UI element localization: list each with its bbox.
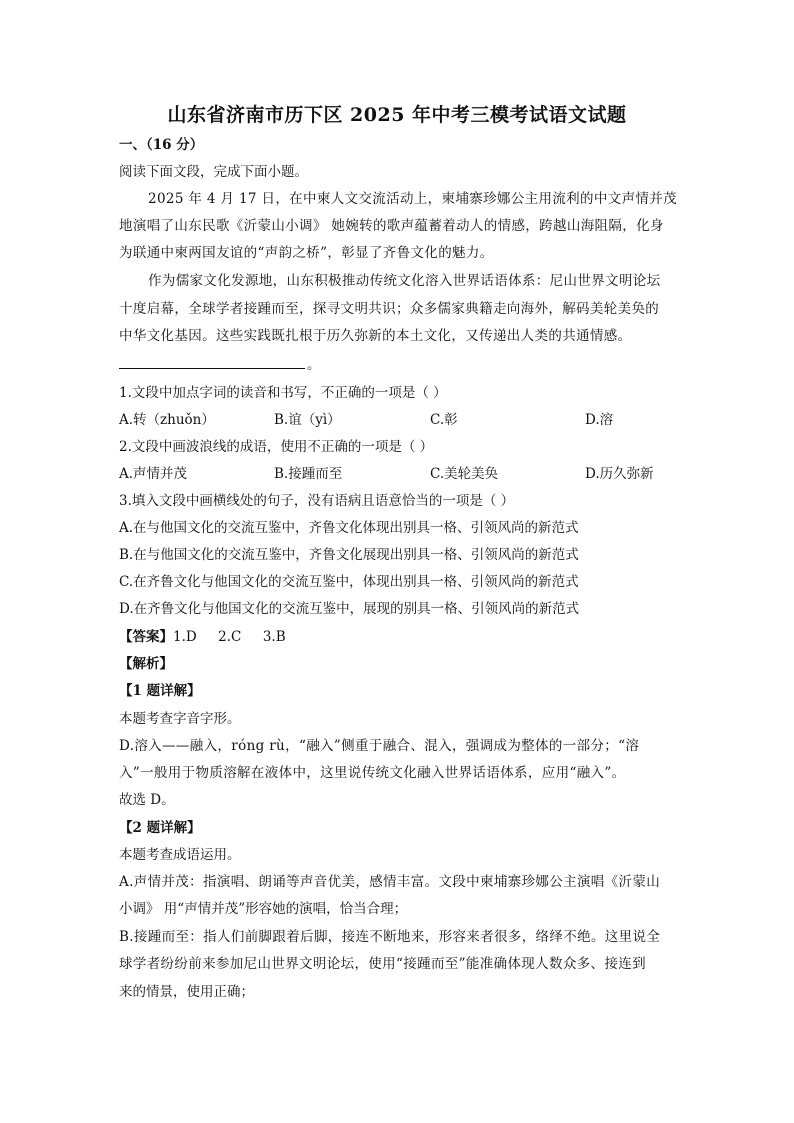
detail-1-line-1: 本题考查字音字形。 (119, 711, 241, 727)
question-2-option-a: A.声情并茂 (119, 466, 188, 482)
question-2-option-b: B.接踵而至 (274, 466, 343, 482)
passage-p1-line-3: 为联通中柬两国友谊的“声韵之桥”，彰显了齐鲁文化的魅力。 (119, 245, 494, 261)
detail-2-label: 【2 题详解】 (119, 820, 201, 836)
detail-2-line-3: 小调》 用“声情并茂”形容她的演唱，恰当合理； (119, 901, 408, 917)
passage-p2-line-1: 作为儒家文化发源地，山东积极推动传统文化溶入世界话语体系：尼山世界文明论坛 (148, 273, 661, 289)
detail-2-line-4: B.接踵而至：指人们前脚跟着后脚，接连不断地来，形容来者很多，络绎不绝。这里说全 (119, 929, 661, 945)
detail-2-line-2: A.声情并茂：指演唱、朗诵等声音优美，感情丰富。文段中柬埔寨珍娜公主演唱《沂蒙山 (119, 874, 661, 890)
blank-period: 。 (307, 357, 321, 373)
question-3-stem: 3.填入文段中画横线处的句子，没有语病且语意恰当的一项是（ ） (119, 493, 515, 509)
question-3-option-c: C.在齐鲁文化与他国文化的交流互鉴中，体现出别具一格、引领风尚的新范式 (119, 574, 579, 590)
detail-2-line-6: 来的情景，使用正确； (119, 984, 254, 1000)
passage-p1-line-1: 2025 年 4 月 17 日，在中柬人文交流活动上，柬埔寨珍娜公主用流利的中文声情并茂 (148, 191, 677, 207)
page-title: 山东省济南市历下区 2025 年中考三模考试语文试题 (167, 104, 627, 126)
answer-values: 1.D 2.C 3.B (173, 629, 286, 645)
fill-in-blank-line (119, 356, 305, 369)
question-2-stem: 2.文段中画波浪线的成语，使用不正确的一项是（ ） (119, 439, 434, 455)
question-1-option-b: B.谊（yì） (274, 412, 341, 428)
detail-1-line-3: 入”一般用于物质溶解在液体中，这里说传统文化融入世界话语体系，应用“融入”。 (119, 765, 626, 781)
passage-p1-line-2: 地演唱了山东民歌《沂蒙山小调》 她婉转的歌声蕴蓄着动人的情感，跨越山海阻隔，化身 (119, 218, 664, 234)
instruction-text: 阅读下面文段，完成下面小题。 (119, 164, 308, 180)
question-2-option-d: D.历久弥新 (585, 466, 654, 482)
answer-label: 【答案】 (119, 629, 173, 645)
question-1-option-a: A.转（zhuǒn） (119, 412, 215, 428)
question-1-stem: 1.文段中加点字词的读音和书写，不正确的一项是（ ） (119, 385, 447, 401)
passage-p2-line-2: 十度启幕，全球学者接踵而至，探寻文明共识；众多儒家典籍走向海外，解码美轮美奂的 (119, 301, 660, 317)
passage-p2-line-3: 中华文化基因。这些实践既扎根于历久弥新的本土文化，又传递出人类的共通情感。 (119, 328, 632, 344)
question-3-option-b: B.在与他国文化的交流互鉴中，齐鲁文化展现出别具一格、引领风尚的新范式 (119, 547, 579, 563)
question-1-option-d: D.溶 (585, 412, 614, 428)
question-3-option-a: A.在与他国文化的交流互鉴中，齐鲁文化体现出别具一格、引领风尚的新范式 (119, 520, 579, 536)
answer-row (119, 628, 286, 646)
detail-2-line-5: 球学者纷纷前来参加尼山世界文明论坛，使用“接踵而至”能准确体现人数众多、接连到 (119, 956, 646, 972)
detail-1-line-4: 故选 D。 (119, 792, 175, 808)
detail-2-line-1: 本题考查成语运用。 (119, 847, 241, 863)
detail-1-label: 【1 题详解】 (119, 683, 201, 699)
detail-1-line-2: D.溶入——融入，róng rù，“融入”侧重于融合、混入，强调成为整体的一部分；“溶 (119, 738, 640, 754)
section-header: 一、（16 分） (119, 137, 204, 153)
question-1-option-c: C.彰 (430, 412, 458, 428)
question-2-option-c: C.美轮美奂 (430, 466, 499, 482)
question-3-option-d: D.在齐鲁文化与他国文化的交流互鉴中，展现的别具一格、引领风尚的新范式 (119, 601, 580, 617)
analysis-label: 【解析】 (119, 656, 173, 672)
